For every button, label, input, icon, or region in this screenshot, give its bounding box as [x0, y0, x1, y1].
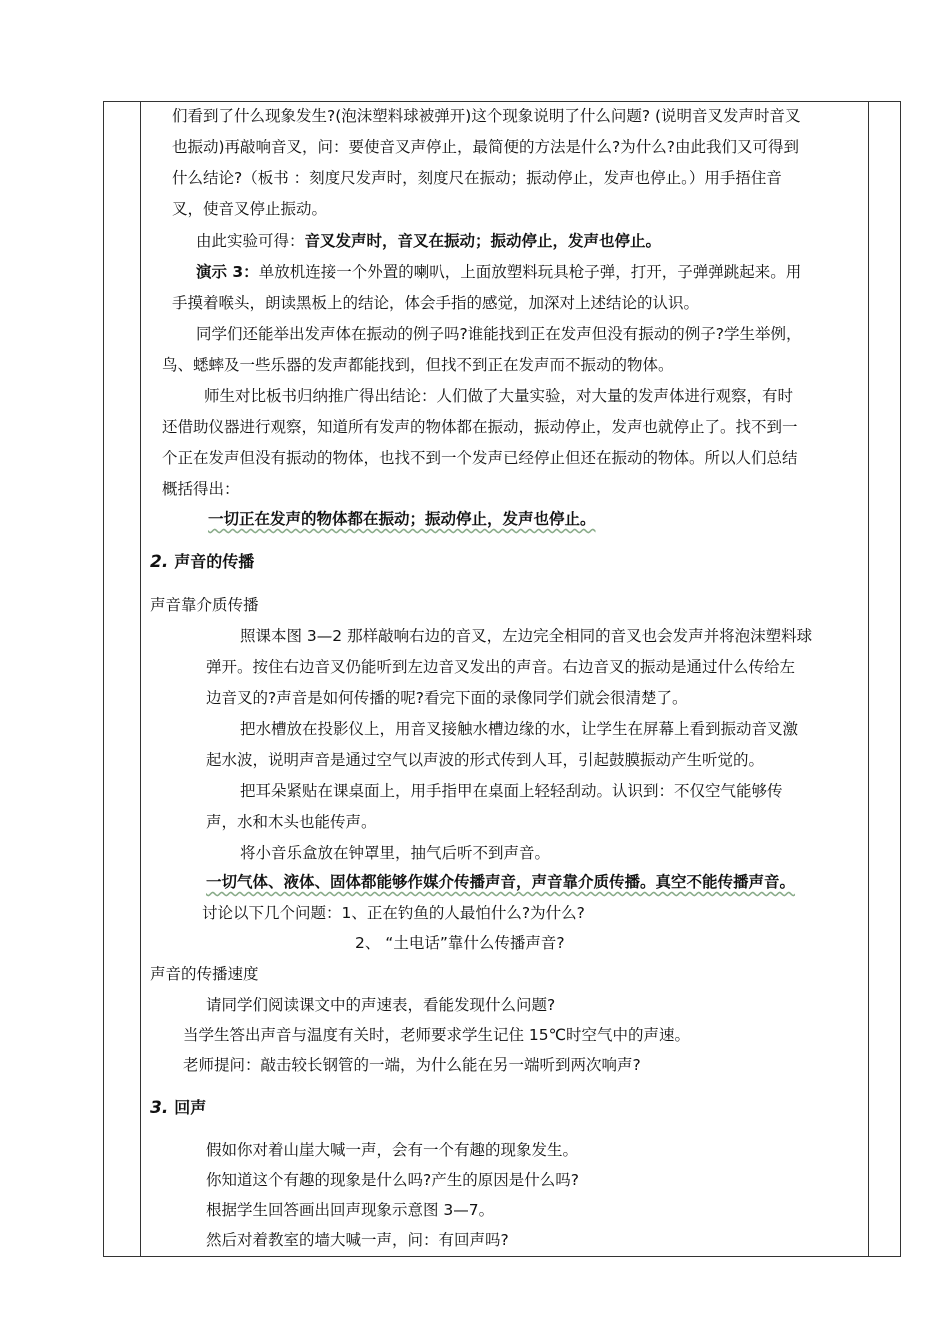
key-conclusion: 一切气体、液体、固体都能够作媒介传播声音，声音靠介质传播。真空不能传播声音。 — [206, 873, 796, 891]
section-title: 声音的传播 — [174, 552, 255, 571]
section-heading — [150, 551, 254, 573]
table-column-divider — [140, 101, 141, 1257]
paragraph-line: 把耳朵紧贴在课桌面上，用手指甲在桌面上轻轻刮动。认识到：不仅空气能够传 — [240, 782, 783, 800]
discussion-question: 讨论以下几个问题：1、正在钓鱼的人最怕什么?为什么? — [202, 904, 585, 922]
paragraph-line: 个正在发声但没有振动的物体，也找不到一个发声已经停止但还在振动的物体。所以人们总结 — [162, 449, 798, 467]
paragraph-line: 手摸着喉头，朗读黑板上的结论，体会手指的感觉，加深对上述结论的认识。 — [172, 294, 700, 312]
paragraph-line: 弹开。按住右边音叉仍能听到左边音叉发出的声音。右边音叉的振动是通过什么传给左 — [206, 658, 796, 676]
section-heading — [150, 1097, 206, 1119]
paragraph-line: 根据学生回答画出回声现象示意图 3—7。 — [206, 1201, 495, 1219]
paragraph-line: 什么结论?（板书 ：刻度尺发声时，刻度尺在振动；振动停止，发声也停止。）用手捂住音 — [172, 169, 782, 187]
key-conclusion: 一切正在发声的物体都在振动；振动停止，发声也停止。 — [208, 510, 596, 528]
paragraph-line: 老师提问：敲击较长钢管的一端，为什么能在另一端听到两次响声? — [183, 1056, 641, 1074]
paragraph-line: 照课本图 3—2 那样敲响右边的音叉，左边完全相同的音叉也会发声并将泡沫塑料球 — [240, 627, 813, 645]
paragraph-line: 把水槽放在投影仪上，用音叉接触水槽边缘的水，让学生在屏幕上看到振动音叉激 — [240, 720, 799, 738]
subheading: 声音靠介质传播 — [150, 596, 259, 614]
paragraph-line: 师生对比板书归纳推广得出结论：人们做了大量实验，对大量的发声体进行观察，有时 — [204, 387, 794, 405]
experiment-conclusion — [196, 230, 661, 252]
paragraph-line: 将小音乐盒放在钟罩里，抽气后听不到声音。 — [240, 844, 551, 862]
paragraph-line: 然后对着教室的墙大喊一声，问：有回声吗? — [206, 1231, 509, 1249]
paragraph-line: 叉，使音叉停止振动。 — [172, 200, 328, 218]
conclusion-bold: 音叉发声时，音叉在振动；振动停止，发声也停止。 — [304, 232, 662, 250]
paragraph-line: 们看到了什么现象发生?(泡沫塑料球被弹开)这个现象说明了什么问题? (说明音叉发声时音叉 — [172, 107, 801, 125]
section-number: 3. — [150, 1098, 169, 1118]
conclusion-prefix: 由此实验可得： — [196, 232, 305, 250]
paragraph-line: 概括得出： — [162, 480, 240, 498]
paragraph-line: 当学生答出声音与温度有关时，老师要求学生记住 15℃时空气中的声速。 — [183, 1026, 691, 1044]
demo3-label: 演示 3： — [196, 263, 259, 281]
paragraph-line: 鸟、蟋蟀及一些乐器的发声都能找到，但找不到正在发声而不振动的物体。 — [162, 356, 674, 374]
paragraph-line: 声，水和木头也能传声。 — [206, 813, 377, 831]
paragraph-line: 起水波，说明声音是通过空气以声波的形式传到人耳，引起鼓膜振动产生听觉的。 — [206, 751, 765, 769]
paragraph-line: 也振动)再敲响音叉，问：要使音叉声停止，最简便的方法是什么?为什么?由此我们又可得到 — [172, 138, 800, 156]
demo3-line — [196, 261, 801, 283]
subheading: 声音的传播速度 — [150, 965, 259, 983]
discussion-question: 2、 “土电话”靠什么传播声音? — [355, 934, 565, 952]
paragraph-line: 你知道这个有趣的现象是什么吗?产生的原因是什么吗? — [206, 1171, 579, 1189]
paragraph-line: 同学们还能举出发声体在振动的例子吗?谁能找到正在发声但没有振动的例子?学生举例， — [196, 325, 802, 343]
demo3-text: 单放机连接一个外置的喇叭，上面放塑料玩具枪子弹，打开，子弹弹跳起来。用 — [258, 263, 802, 281]
paragraph-line: 假如你对着山崖大喊一声，会有一个有趣的现象发生。 — [206, 1141, 579, 1159]
section-number: 2. — [150, 552, 169, 572]
section-title: 回声 — [174, 1098, 207, 1117]
paragraph-line: 请同学们阅读课文中的声速表，看能发现什么问题? — [206, 996, 556, 1014]
paragraph-line: 边音叉的?声音是如何传播的呢?看完下面的录像同学们就会很清楚了。 — [206, 689, 688, 707]
table-column-divider — [868, 101, 869, 1257]
paragraph-line: 还借助仪器进行观察，知道所有发声的物体都在振动，振动停止，发声也就停止了。找不到一 — [162, 418, 798, 436]
